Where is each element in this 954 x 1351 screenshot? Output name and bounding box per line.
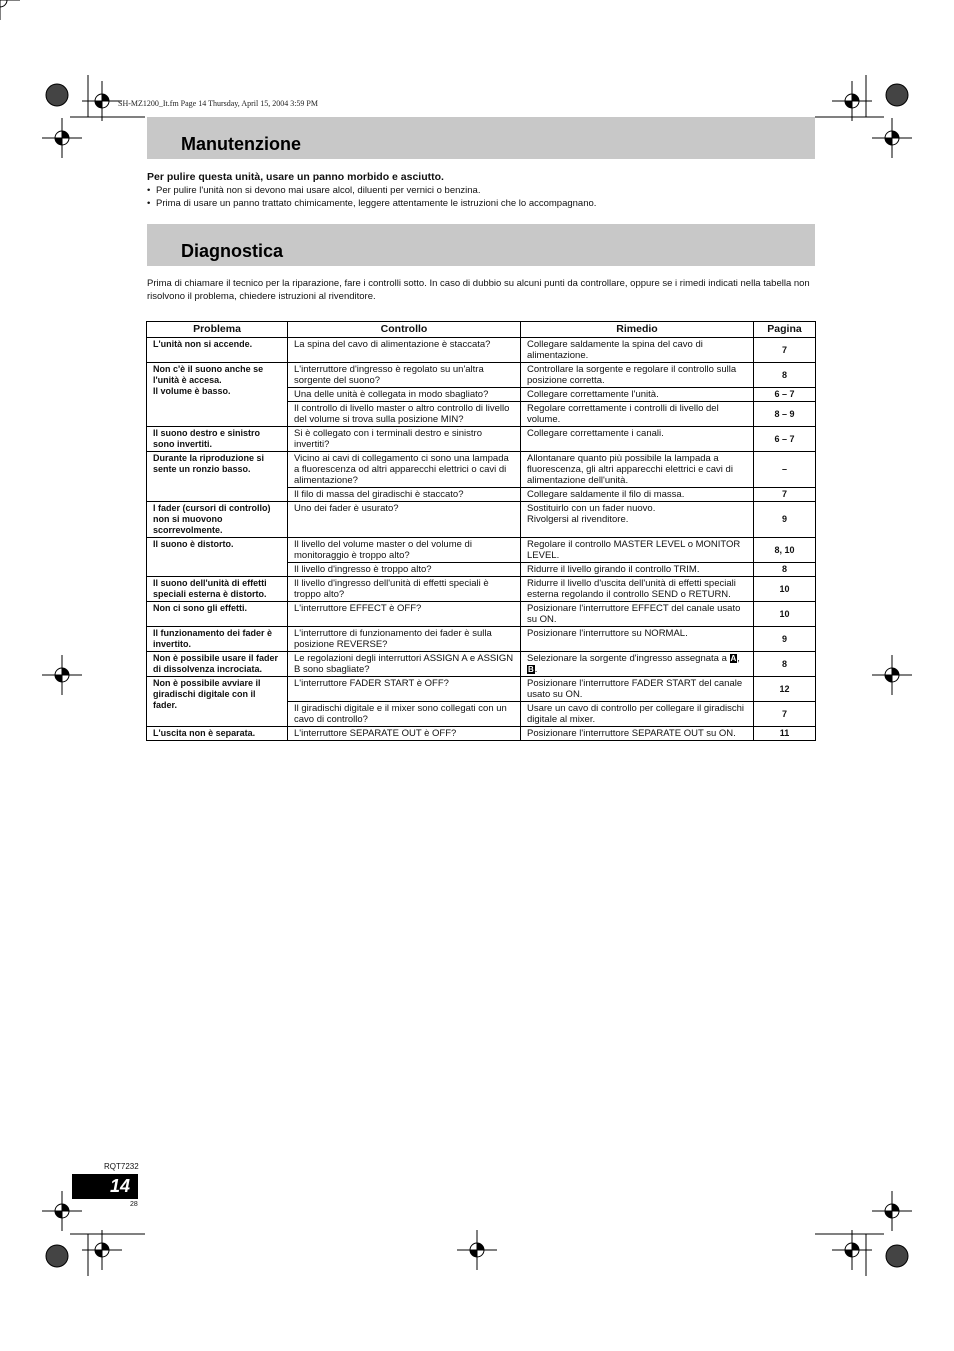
cell-controllo: Le regolazioni degli interruttori ASSIGN A e ASSIGN B sono sbagliate?: [288, 652, 521, 677]
cell-pagina: 10: [754, 602, 816, 627]
cell-problema: Non c'è il suono anche se l'unità è accesa. Il volume è basso.: [147, 363, 288, 427]
cell-rimedio: Posizionare l'interruttore EFFECT del canale usato su ON.: [521, 602, 754, 627]
cell-rimedio: Ridurre il livello d'uscita dell'unità di effetti speciali esterna regolando il controllo SEND o RETURN.: [521, 577, 754, 602]
cell-rimedio: Selezionare la sorgente d'ingresso assegnata a A, B.: [521, 652, 754, 677]
cell-rimedio: Ridurre il livello girando il controllo TRIM.: [521, 563, 754, 577]
cell-pagina: 6 – 7: [754, 427, 816, 452]
table-header-row: [147, 322, 816, 338]
diagnostica-intro: Prima di chiamare il tecnico per la riparazione, fare i controlli sotto. In caso di dubbio su alcuni punti da controllare, oppure se i rimedi indicati nella tabella non risolvono il problema, chiedere istruzioni al rivenditore.: [147, 278, 810, 302]
cell-rimedio: Collegare correttamente l'unità.: [521, 388, 754, 402]
table-row: [147, 677, 816, 702]
cell-controllo: Uno dei fader è usurato?: [288, 502, 521, 538]
cell-controllo: La spina del cavo di alimentazione è staccata?: [288, 338, 521, 363]
cell-pagina: 8: [754, 563, 816, 577]
assign-badge: A: [730, 654, 737, 663]
cell-problema: Durante la riproduzione si sente un ronzio basso.: [147, 452, 288, 502]
table-row: [147, 427, 816, 452]
section-title-manutenzione: Manutenzione: [181, 134, 301, 154]
header-problema: Problema: [147, 322, 288, 338]
cell-pagina: 7: [754, 338, 816, 363]
table-row: [147, 627, 816, 652]
header-controllo: Controllo: [288, 322, 521, 338]
table-row: [147, 652, 816, 677]
cell-controllo: L'interruttore di funzionamento dei fader è sulla posizione REVERSE?: [288, 627, 521, 652]
table-row: [147, 338, 816, 363]
cell-rimedio: Collegare correttamente i canali.: [521, 427, 754, 452]
maintenance-lead: Per pulire questa unità, usare un panno morbido e asciutto.: [147, 171, 444, 183]
table-row: [147, 577, 816, 602]
cell-rimedio: Posizionare l'interruttore SEPARATE OUT su ON.: [521, 727, 754, 741]
cell-pagina: 9: [754, 502, 816, 538]
cell-controllo: Il controllo di livello master o altro controllo di livello del volume si trova sulla posizione MIN?: [288, 402, 521, 427]
cell-problema: Il suono è distorto.: [147, 538, 288, 577]
cell-rimedio: Collegare saldamente il filo di massa.: [521, 488, 754, 502]
cell-pagina: 11: [754, 727, 816, 741]
assign-badge: B: [528, 665, 534, 674]
cell-pagina: 7: [754, 702, 816, 727]
bullet-item: • Prima di usare un panno trattato chimicamente, leggere attentamente le istruzioni che lo accompagnano.: [147, 197, 827, 210]
troubleshooting-table: [146, 321, 816, 741]
cell-controllo: Una delle unità è collegata in modo sbagliato?: [288, 388, 521, 402]
cell-pagina: 12: [754, 677, 816, 702]
cell-problema: Non è possibile avviare il giradischi digitale con il fader.: [147, 677, 288, 727]
cell-pagina: 8, 10: [754, 538, 816, 563]
cell-pagina: 9: [754, 627, 816, 652]
cell-controllo: Il filo di massa del giradischi è staccato?: [288, 488, 521, 502]
cell-problema: Il suono destro e sinistro sono invertiti.: [147, 427, 288, 452]
cell-controllo: Il livello d'ingresso dell'unità di effetti speciali è troppo alto?: [288, 577, 521, 602]
table-row: [147, 602, 816, 627]
cell-controllo: L'interruttore SEPARATE OUT è OFF?: [288, 727, 521, 741]
cell-rimedio: Posizionare l'interruttore FADER START del canale usato su ON.: [521, 677, 754, 702]
page-number: 14: [109, 1176, 130, 1196]
table-row: [147, 538, 816, 563]
cell-pagina: 10: [754, 577, 816, 602]
cell-controllo: Il livello del volume master o del volume di monitoraggio è troppo alto?: [288, 538, 521, 563]
maintenance-bullets: [147, 184, 827, 210]
cell-problema: I fader (cursori di controllo) non si muovono scorrevolmente.: [147, 502, 288, 538]
cell-pagina: 8: [754, 363, 816, 388]
cell-controllo: Il giradischi digitale e il mixer sono collegati con un cavo di controllo?: [288, 702, 521, 727]
doc-code: RQT7232: [104, 1162, 139, 1171]
cell-problema: Il funzionamento dei fader è invertito.: [147, 627, 288, 652]
cell-controllo: Si è collegato con i terminali destro e sinistro invertiti?: [288, 427, 521, 452]
table-row: [147, 727, 816, 741]
table-row: [147, 363, 816, 388]
cell-controllo: L'interruttore d'ingresso è regolato su un'altra sorgente del suono?: [288, 363, 521, 388]
cell-rimedio: Controllare la sorgente e regolare il controllo sulla posizione corretta.: [521, 363, 754, 388]
cell-controllo: L'interruttore EFFECT è OFF?: [288, 602, 521, 627]
manutenzione-banner: [147, 117, 815, 159]
cell-problema: Non ci sono gli effetti.: [147, 602, 288, 627]
cell-pagina: 7: [754, 488, 816, 502]
diagnostica-banner: [147, 224, 815, 266]
cell-problema: Non è possibile usare il fader di dissolvenza incrociata.: [147, 652, 288, 677]
cell-pagina: 8 – 9: [754, 402, 816, 427]
cell-rimedio: Allontanare quanto più possibile la lampada a fluorescenza, gli altri apparecchi elettrici e cavi di alimentazione dell'unità.: [521, 452, 754, 488]
cell-rimedio: Regolare correttamente i controlli di livello del volume.: [521, 402, 754, 427]
manutenzione-body: [147, 171, 827, 210]
table-row: [147, 452, 816, 488]
cell-problema: L'unità non si accende.: [147, 338, 288, 363]
table-row: [147, 502, 816, 538]
cell-problema: L'uscita non è separata.: [147, 727, 288, 741]
cell-pagina: –: [754, 452, 816, 488]
cell-rimedio: Regolare il controllo MASTER LEVEL o MONITOR LEVEL.: [521, 538, 754, 563]
cell-pagina: 6 – 7: [754, 388, 816, 402]
cell-rimedio: Usare un cavo di controllo per collegare il giradischi digitale al mixer.: [521, 702, 754, 727]
cell-controllo: L'interruttore FADER START è OFF?: [288, 677, 521, 702]
cell-rimedio: Sostituirlo con un fader nuovo. Rivolgersi al rivenditore.: [521, 502, 754, 538]
cell-pagina: 8: [754, 652, 816, 677]
cell-rimedio: Collegare saldamente la spina del cavo di alimentazione.: [521, 338, 754, 363]
cell-rimedio: Posizionare l'interruttore su NORMAL.: [521, 627, 754, 652]
file-header: SH-MZ1200_It.fm Page 14 Thursday, April 15, 2004 3:59 PM: [118, 99, 318, 108]
cell-controllo: Vicino ai cavi di collegamento ci sono una lampada a fluorescenza od altri apparecchi elettrici o cavi di alimentazione?: [288, 452, 521, 488]
bullet-item: • Per pulire l'unità non si devono mai usare alcol, diluenti per vernici o benzina.: [147, 184, 827, 197]
cell-controllo: Il livello d'ingresso è troppo alto?: [288, 563, 521, 577]
cell-problema: Il suono dell'unità di effetti speciali esterna è distorto.: [147, 577, 288, 602]
header-rimedio: Rimedio: [521, 322, 754, 338]
page-number-box: [72, 1174, 138, 1199]
header-pagina: Pagina: [754, 322, 816, 338]
section-title-diagnostica: Diagnostica: [181, 241, 284, 261]
sub-page-number: 28: [130, 1201, 138, 1208]
